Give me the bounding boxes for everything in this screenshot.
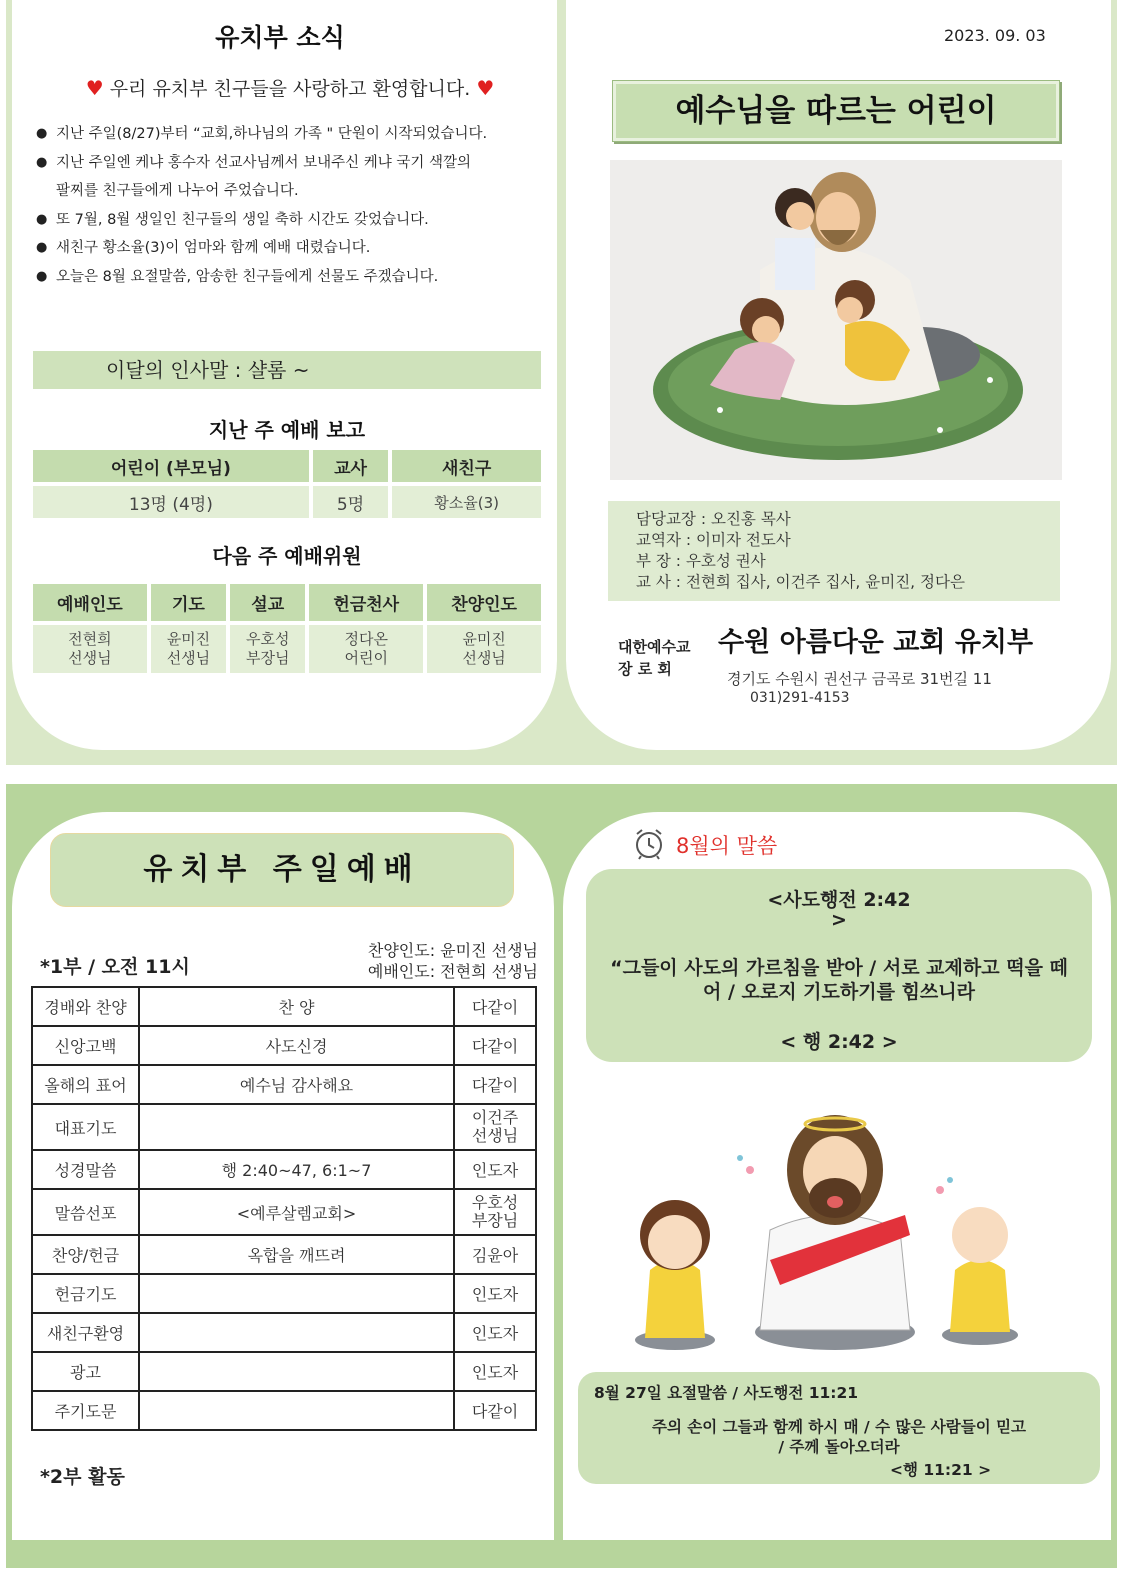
order-by-cell: 다같이 [454, 1026, 536, 1065]
table-row [32, 987, 536, 1026]
next-week-table [29, 580, 545, 677]
order-by-cell: 다같이 [454, 1065, 536, 1104]
aug27-text: 주의 손이 그들과 함께 하시 매 / 수 많은 사람들이 믿고 / 주께 돌아오더라 [651, 1418, 1027, 1456]
church-phone: 031)291-4153 [750, 690, 850, 706]
church-address: 경기도 수원시 권선구 금곡로 31번길 11 [727, 670, 992, 688]
order-content-cell [139, 1104, 454, 1150]
order-content-cell: 찬 양 [139, 987, 454, 1026]
table-row [32, 1391, 536, 1430]
order-content-cell: 예수님 감사해요 [139, 1065, 454, 1104]
table-row [32, 1065, 536, 1104]
table-row [32, 1189, 536, 1235]
next-week-header: 예배인도 [33, 584, 147, 621]
news-list [36, 120, 546, 291]
order-item-cell: 대표기도 [32, 1104, 139, 1150]
aug27-citation: <행 11:21 > [890, 1461, 992, 1479]
order-content-cell: 옥합을 깨뜨려 [139, 1235, 454, 1274]
verse-reference: <사도행전 2:42 [767, 889, 911, 911]
welcome-line [60, 74, 520, 101]
order-by-cell: 인도자 [454, 1352, 536, 1391]
list-item: ● 오늘은 8월 요절말씀, 암송한 친구들에게 선물도 주겠습니다. [36, 263, 546, 292]
order-by-cell: 다같이 [454, 987, 536, 1026]
alarm-clock-icon [632, 826, 666, 864]
verse-text: “그들이 사도의 가르침을 받아 / 서로 교제하고 떡을 떼어 / 오로지 기도하기를 힘쓰니라 [610, 957, 1068, 1003]
report-header: 어린이 (부모님) [33, 450, 309, 482]
part2-heading: *2부 활동 [40, 1466, 125, 1488]
order-content-cell [139, 1391, 454, 1430]
table-row [32, 1313, 536, 1352]
next-week-header: 기도 [151, 584, 226, 621]
next-week-cell: 전현희 선생님 [33, 625, 147, 673]
welcome-text: 우리 유치부 친구들을 사랑하고 환영합니다. [109, 78, 471, 100]
church-name: 수원 아름다운 교회 유치부 [718, 627, 1034, 658]
table-row [32, 1352, 536, 1391]
next-week-cell: 윤미진 선생님 [427, 625, 541, 673]
denomination: 대한예수교 장 로 회 [618, 638, 691, 678]
next-week-title: 다음 주 예배위원 [212, 544, 362, 568]
report-cell: 13명 (4명) [33, 486, 309, 518]
bullet-icon: ● [36, 240, 48, 255]
bullet-icon: ● [36, 126, 48, 141]
order-item-cell: 헌금기도 [32, 1274, 139, 1313]
order-content-cell: 행 2:40~47, 6:1~7 [139, 1150, 454, 1189]
order-content-cell: 사도신경 [139, 1026, 454, 1065]
heart-icon: ♥ [476, 76, 495, 100]
bullet-icon: ● [36, 211, 48, 227]
staff-line: 교역자 : 이미자 전도사 [636, 531, 791, 549]
service-title: 유치부 주일예배 [50, 833, 514, 907]
report-cell: 황소율(3) [392, 486, 541, 518]
order-item-cell: 성경말씀 [32, 1150, 139, 1189]
order-item-cell: 주기도문 [32, 1391, 139, 1430]
verse-box [586, 869, 1092, 1062]
list-item: ● 지난 주일(8/27)부터 “교회,하나님의 가족 " 단원이 시작되었습니다. [36, 120, 546, 149]
order-item-cell: 경배와 찬양 [32, 987, 139, 1026]
bulletin-date: 2023. 09. 03 [944, 26, 1046, 45]
order-by-cell: 다같이 [454, 1391, 536, 1430]
heart-icon: ♥ [85, 76, 104, 100]
order-item-cell: 말씀선포 [32, 1189, 139, 1235]
verse-citation: < 행 2:42 > [780, 1031, 898, 1053]
order-item-cell: 올해의 표어 [32, 1065, 139, 1104]
report-header: 새친구 [392, 450, 541, 482]
report-table [29, 446, 545, 522]
table-row [32, 1026, 536, 1065]
order-item-cell: 찬양/헌금 [32, 1235, 139, 1274]
service-leaders: 찬양인도: 윤미진 선생님 예배인도: 전현희 선생님 [367, 941, 538, 981]
order-content-cell [139, 1274, 454, 1313]
monthly-word-title: 8월의 말씀 [676, 834, 778, 858]
order-of-worship-table [31, 986, 537, 1431]
report-cell: 5명 [313, 486, 389, 518]
list-item-continued: 팔찌를 친구들에게 나누어 주었습니다. [56, 183, 299, 199]
staff-line: 부 장 : 우호성 권사 [636, 552, 766, 570]
report-title: 지난 주 예배 보고 [208, 418, 366, 442]
order-content-cell: <예루살렘교회> [139, 1189, 454, 1235]
list-item: ● 새친구 황소율(3)이 엄마와 함께 예배 대렸습니다. [36, 234, 546, 263]
praying-jesus-and-children-illustration [620, 1110, 1040, 1370]
order-by-cell: 김윤아 [454, 1235, 536, 1274]
table-row [32, 1104, 536, 1150]
order-content-cell [139, 1352, 454, 1391]
order-content-cell [139, 1313, 454, 1352]
order-by-cell: 인도자 [454, 1150, 536, 1189]
table-row [32, 1274, 536, 1313]
order-by-cell: 이건주 선생님 [454, 1104, 536, 1150]
next-week-header: 헌금천사 [309, 584, 423, 621]
order-by-cell: 우호성 부장님 [454, 1189, 536, 1235]
report-header: 교사 [313, 450, 389, 482]
part1-heading: *1부 / 오전 11시 [40, 956, 190, 978]
next-week-cell: 우호성 부장님 [230, 625, 305, 673]
staff-line: 담당교장 : 오진홍 목사 [636, 510, 791, 528]
bullet-icon: ● [36, 268, 48, 284]
order-by-cell: 인도자 [454, 1274, 536, 1313]
list-item: ● 또 7월, 8월 생일인 친구들의 생일 축하 시간도 갖었습니다. [36, 206, 546, 235]
verse-reference-close: > [831, 909, 847, 931]
order-item-cell: 새친구환영 [32, 1313, 139, 1352]
cover-banner: 예수님을 따르는 어린이 [612, 80, 1060, 142]
table-row [32, 1235, 536, 1274]
staff-line: 교 사 : 전현희 집사, 이건주 집사, 윤미진, 정다은 [636, 573, 965, 591]
order-item-cell: 광고 [32, 1352, 139, 1391]
next-week-header: 찬양인도 [427, 584, 541, 621]
next-week-cell: 윤미진 선생님 [151, 625, 226, 673]
order-by-cell: 인도자 [454, 1313, 536, 1352]
next-week-header: 설교 [230, 584, 305, 621]
staff-list [608, 501, 1060, 601]
news-title: 유치부 소식 [215, 23, 345, 52]
next-week-cell: 정다온 어린이 [309, 625, 423, 673]
table-row [32, 1150, 536, 1189]
aug27-verse-box [578, 1372, 1100, 1484]
monthly-greeting: 이달의 인사말 : 샬롬 ~ [33, 351, 541, 389]
order-item-cell: 신앙고백 [32, 1026, 139, 1065]
list-item: ● 지난 주일엔 케냐 홍수자 선교사님께서 보내주신 케냐 국기 색깔의 [36, 149, 546, 178]
bullet-icon: ● [36, 154, 48, 170]
aug27-heading: 8월 27일 요절말씀 / 사도행전 11:21 [594, 1384, 859, 1402]
jesus-with-children-illustration [610, 160, 1062, 480]
